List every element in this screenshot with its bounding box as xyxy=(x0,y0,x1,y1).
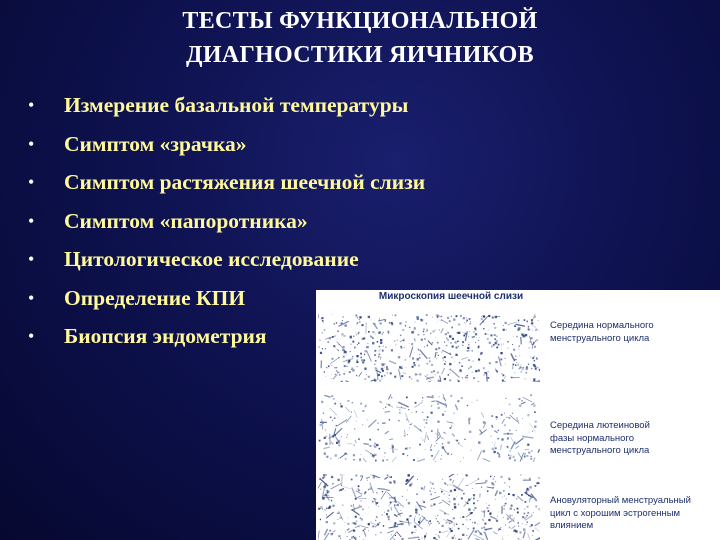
microscopy-image-anovulatory xyxy=(318,474,540,540)
caption-line: фазы нормального xyxy=(550,432,635,444)
caption-line: цикл с хорошим эстрогенным xyxy=(550,507,681,519)
bullet-icon: • xyxy=(28,210,35,231)
figure-title: Микроскопия шеечной слизи xyxy=(378,291,524,302)
list-item-text: Биопсия эндометрия xyxy=(64,324,267,348)
bullet-icon: • xyxy=(28,326,35,346)
slide-title xyxy=(0,4,720,72)
figure-caption xyxy=(550,495,718,533)
caption-line: влиянием xyxy=(550,520,594,531)
list-item-text: Измерение базальной температуры xyxy=(64,93,409,117)
bullet-icon: • xyxy=(28,249,35,269)
bullet-icon: • xyxy=(28,133,35,154)
list-item-text: Симптом «папоротника» xyxy=(64,208,308,233)
bullet-icon: • xyxy=(28,287,35,308)
caption-line: Ановуляторный менструальный xyxy=(550,495,691,506)
microscopy-figure xyxy=(316,290,720,540)
list-item-text: Симптом растяжения шеечной слизи xyxy=(64,170,426,194)
caption-line: Середина лютеиновой xyxy=(550,420,650,431)
figure-caption xyxy=(550,320,718,345)
bullet-icon: • xyxy=(28,95,35,115)
slide-title-line-2: ДИАГНОСТИКИ ЯИЧНИКОВ xyxy=(186,42,534,68)
list-item-text: Цитологическое исследование xyxy=(64,247,359,271)
bullet-icon: • xyxy=(28,172,35,192)
figure-caption xyxy=(550,420,718,458)
caption-line: Середина нормального xyxy=(550,320,654,331)
list-item-text: Симптом «зрачка» xyxy=(64,131,247,156)
list-item-text: Определение КПИ xyxy=(64,285,246,310)
microscopy-image-mid-cycle xyxy=(318,314,540,382)
caption-line: менструального цикла xyxy=(550,445,650,456)
caption-line: менструального цикла xyxy=(550,332,650,344)
slide-title-line-1: ТЕСТЫ ФУНКЦИОНАЛЬНОЙ xyxy=(182,8,538,34)
microscopy-image-luteal-phase xyxy=(318,394,540,462)
